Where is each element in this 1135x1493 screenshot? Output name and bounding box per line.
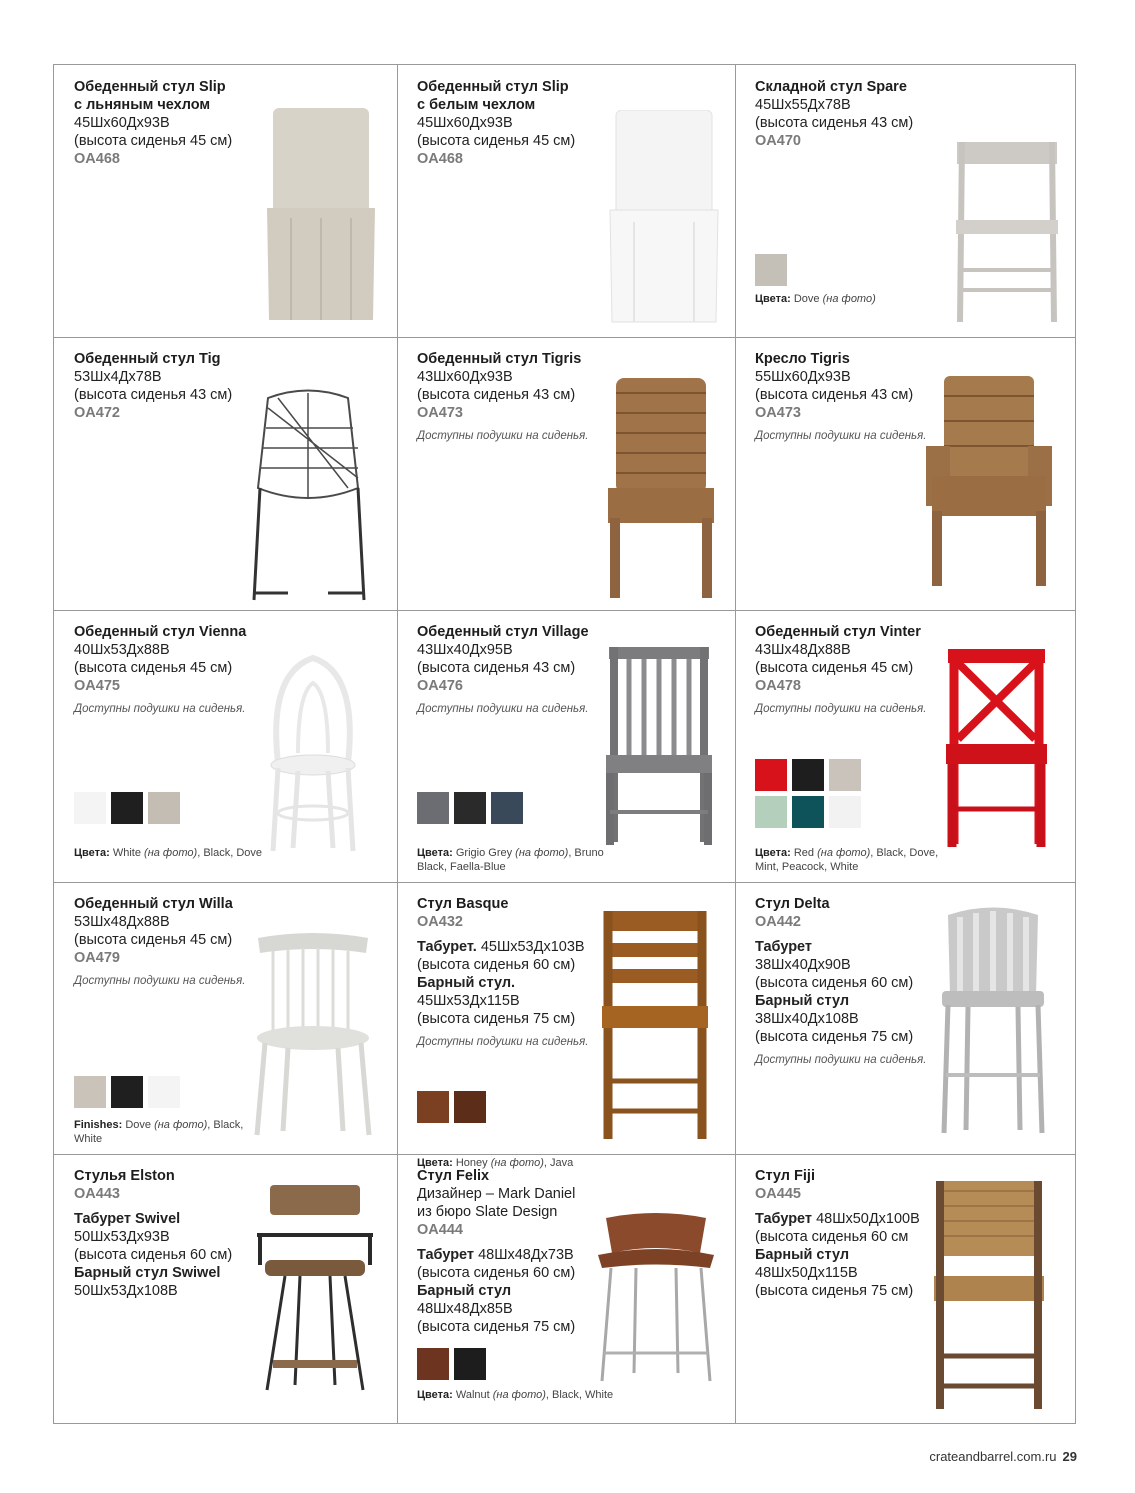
color-options [74,846,274,860]
page-footer [929,1449,1077,1464]
color-swatches [74,792,194,824]
color-names: Red [793,847,818,859]
color-options [74,1118,274,1146]
size-label: Табурет [755,939,813,955]
spacer [755,1203,965,1210]
page-number: 29 [1062,1449,1077,1464]
product-info [755,623,965,716]
color-swatches [755,254,875,286]
color-names: (на фото) [817,847,871,859]
product-dimensions: (высота сиденья 60 см) [74,1247,233,1263]
spacer [417,931,627,938]
size-label: Барный стул [417,1283,512,1299]
product-card [396,336,734,609]
color-swatch[interactable] [417,1091,449,1123]
cushion-note: Доступны подушки на сиденья. [755,703,927,715]
product-dimensions: (высота сиденья 43 см) [755,387,914,403]
color-swatch[interactable] [829,759,861,791]
product-card [734,881,1076,1153]
color-names: Grigio Grey [455,847,516,859]
color-swatch[interactable] [111,1076,143,1108]
color-swatches [755,759,875,828]
product-name: Обеденный стул Tig [74,351,221,367]
site-url: crateandbarrel.com.ru [929,1449,1057,1464]
product-dimensions: 45Шх53Дх115В [417,993,520,1009]
product-card [734,64,1076,336]
product-info [417,623,627,716]
product-name: Обеденный стул Willa [74,896,233,912]
color-swatch[interactable] [792,759,824,791]
product-dimensions: (высота сиденья 60 см) [755,975,914,991]
product-dimensions: (высота сиденья 45 см) [74,932,233,948]
product-dimensions: Дизайнер – Mark Daniel [417,1186,576,1202]
color-swatch[interactable] [74,792,106,824]
product-dimensions [417,1246,627,1264]
colors-label: Цвета: [417,1157,456,1169]
colors-label: Цвета: [74,847,113,859]
product-name: Стул Felix [417,1168,490,1184]
product-name: Обеденный стул Slip [74,79,226,95]
size-value: 45Шх53Дх103В [480,939,585,955]
product-name: Стул Basque [417,896,509,912]
product-name: Стул Delta [755,896,830,912]
product-code: OA479 [74,950,120,966]
color-swatches [74,1076,194,1108]
product-dimensions: (высота сиденья 60 см [755,1229,909,1245]
color-swatch[interactable] [829,796,861,828]
color-swatch[interactable] [755,759,787,791]
color-swatches [417,1348,537,1380]
product-card [734,1153,1076,1424]
color-swatch[interactable] [417,792,449,824]
product-dimensions: (высота сиденья 75 см) [755,1029,914,1045]
product-dimensions: 45Шх60Дх93В [74,115,170,131]
colors-label: Цвета: [755,293,794,305]
cushion-note: Доступны подушки на сиденья. [755,1054,927,1066]
product-name: Обеденный стул Slip [417,79,569,95]
product-info [74,623,284,716]
product-dimensions: (высота сиденья 43 см) [417,660,576,676]
product-code: OA470 [755,133,801,149]
product-name: Стул Fiji [755,1168,815,1184]
product-code: OA478 [755,678,801,694]
size-label: Барный стул [755,993,850,1009]
color-swatch[interactable] [148,792,180,824]
color-swatch[interactable] [454,1091,486,1123]
color-swatch[interactable] [148,1076,180,1108]
product-dimensions: 45Шх60Дх93В [417,115,513,131]
product-code: OA445 [755,1186,801,1202]
product-code: OA473 [755,405,801,421]
size-value: 48Шх48Дх73В [478,1247,574,1263]
color-names: Dove [125,1119,155,1131]
cushion-note: Доступны подушки на сиденья. [74,975,246,987]
product-dimensions: 43Шх60Дх93В [417,369,513,385]
product-name: Обеденный стул Vienna [74,624,247,640]
product-dimensions: (высота сиденья 75 см) [417,1319,576,1335]
color-names: (на фото) [144,847,198,859]
color-names: , Black, Dove, Mint, Peacock, White [755,847,939,873]
product-code: OA443 [74,1186,120,1202]
product-info [755,350,965,443]
color-swatch[interactable] [74,1076,106,1108]
color-names: Honey [455,1157,491,1169]
color-swatches [417,1091,537,1123]
product-info [74,78,284,168]
product-code: OA444 [417,1222,463,1238]
product-name: Кресло Tigris [755,351,850,367]
product-dimensions: 48Шх50Дх115В [755,1265,858,1281]
product-code: OA472 [74,405,120,421]
color-swatch[interactable] [454,792,486,824]
cushion-note: Доступны подушки на сиденья. [417,1036,589,1048]
product-code: OA475 [74,678,120,694]
product-dimensions: (высота сиденья 45 см) [417,133,576,149]
product-dimensions: (высота сиденья 45 см) [755,660,914,676]
product-dimensions: 43Шх48Дх88В [755,642,851,658]
product-info [755,1167,965,1300]
product-dimensions: 53Шх4Дх78В [74,369,162,385]
product-name: Обеденный стул Vinter [755,624,921,640]
size-label: Барный стул Swiwel [74,1265,221,1281]
product-dimensions: 43Шх40Дх95В [417,642,513,658]
product-dimensions: (высота сиденья 60 см) [417,1265,576,1281]
product-dimensions: 48Шх48Дх85В [417,1301,513,1317]
product-name: Складной стул Spare [755,79,907,95]
color-names: , Black, White [545,1389,614,1401]
color-names: , Bruno Black, Faella-Blue [417,847,604,873]
colors-label: Цвета: [417,1389,456,1401]
product-dimensions: 50Шх53Дх93В [74,1229,170,1245]
spacer [74,1203,284,1210]
color-swatch[interactable] [755,796,787,828]
product-dimensions: (высота сиденья 75 см) [755,1283,914,1299]
size-label: Табурет [755,1211,817,1227]
product-dimensions: (высота сиденья 43 см) [74,387,233,403]
product-info [417,1167,627,1336]
colors-label: Цвета: [417,847,456,859]
size-label: Барный стул [755,1247,850,1263]
product-dimensions: 38Шх40Дх90В [755,957,851,973]
product-info [417,350,627,443]
product-dimensions: из бюро Slate Design [417,1204,558,1220]
product-card [396,1153,734,1424]
product-card [396,64,734,336]
colors-label: Finishes: [74,1119,126,1131]
color-swatch[interactable] [111,792,143,824]
product-info [74,895,284,988]
cushion-note: Доступны подушки на сиденья. [417,703,589,715]
product-code: OA468 [74,151,120,167]
product-card [734,336,1076,609]
color-swatch[interactable] [417,1348,449,1380]
product-name: Обеденный стул Village [417,624,589,640]
product-info [417,78,627,168]
size-label: Барный стул. [417,975,516,991]
product-info [74,1167,284,1300]
product-code: OA473 [417,405,463,421]
size-label: Табурет. [417,939,481,955]
color-swatch[interactable] [491,792,523,824]
color-names: (на фото) [154,1119,208,1131]
color-options [755,292,955,306]
colors-label: Цвета: [755,847,794,859]
spacer [417,1239,627,1246]
color-names: White [112,847,145,859]
product-name: Стулья Elston [74,1168,175,1184]
product-code: OA442 [755,914,801,930]
product-card [396,609,734,881]
product-dimensions: (высота сиденья 45 см) [74,660,233,676]
product-info [74,350,284,422]
size-value: 48Шх50Дх100В [816,1211,920,1227]
color-swatch[interactable] [454,1348,486,1380]
cushion-note: Доступны подушки на сиденья. [74,703,246,715]
product-card [734,609,1076,881]
product-dimensions: (высота сиденья 43 см) [755,115,914,131]
product-dimensions: (высота сиденья 60 см) [417,957,576,973]
color-names: , Black, Dove [197,847,263,859]
product-code: OA468 [417,151,463,167]
product-dimensions [755,1210,965,1228]
spacer [755,931,965,938]
color-names: , Java [543,1157,574,1169]
product-info [755,895,965,1067]
product-card [53,609,396,881]
color-names: (на фото) [515,847,569,859]
cushion-note: Доступны подушки на сиденья. [755,430,927,442]
product-info [417,895,627,1049]
product-name: Обеденный стул Tigris [417,351,582,367]
product-dimensions: 45Шх55Дх78В [755,97,851,113]
product-dimensions: 38Шх40Дх108В [755,1011,859,1027]
product-name: с льняным чехлом [74,97,211,113]
product-dimensions: 50Шх53Дх108В [74,1283,178,1299]
color-names: Dove [793,293,823,305]
color-swatch[interactable] [792,796,824,828]
color-options [417,846,617,874]
product-info [755,78,965,150]
product-code: OA476 [417,678,463,694]
product-card [53,336,396,609]
product-card [53,64,396,336]
product-dimensions: (высота сиденья 75 см) [417,1011,576,1027]
chair-image [952,140,1062,330]
color-names: (на фото) [492,1389,546,1401]
size-label: Табурет Swivel [74,1211,181,1227]
product-dimensions [417,938,627,956]
size-label: Табурет [417,1247,479,1263]
product-card [53,1153,396,1424]
color-names: (на фото) [490,1157,544,1169]
product-dimensions: 53Шх48Дх88В [74,914,170,930]
product-card [53,881,396,1153]
color-swatch[interactable] [755,254,787,286]
color-names: (на фото) [822,293,876,305]
product-dimensions: (высота сиденья 45 см) [74,133,233,149]
product-name: с белым чехлом [417,97,536,113]
product-code: OA432 [417,914,463,930]
product-dimensions: 55Шх60Дх93В [755,369,851,385]
color-names: Walnut [455,1389,493,1401]
product-dimensions: (высота сиденья 43 см) [417,387,576,403]
color-swatches [417,792,537,824]
product-dimensions: 40Шх53Дх88В [74,642,170,658]
color-options [417,1388,617,1402]
product-card [396,881,734,1169]
color-names: , Black, White [74,1119,244,1145]
cushion-note: Доступны подушки на сиденья. [417,430,589,442]
color-options [755,846,955,874]
